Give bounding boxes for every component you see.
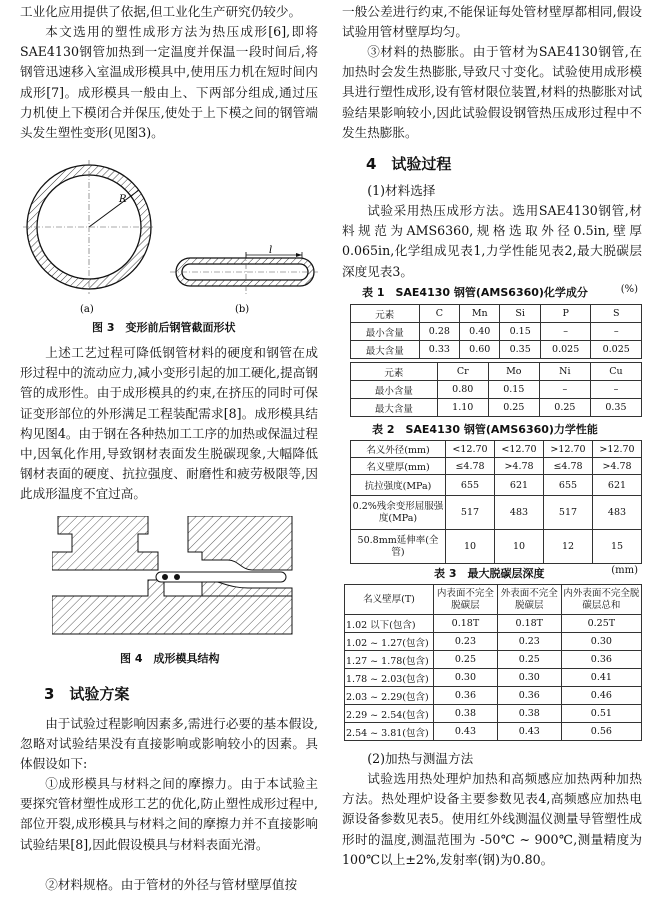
paragraph: ②材料规格。由于管材的外径与管材壁厚值按 <box>45 877 298 892</box>
table-cell: 0.36 <box>497 687 561 705</box>
table-cell: Cr <box>437 363 488 381</box>
table-cell: 0.40 <box>460 323 500 341</box>
table-cell: 最小含量 <box>351 381 438 399</box>
table-cell: – <box>591 323 642 341</box>
table-cell: 内表面不完全脱碳层 <box>434 585 498 615</box>
table-3-caption: 表 3 最大脱碳层深度 <box>434 567 545 580</box>
table-cell: 10 <box>495 530 544 564</box>
figure-3-caption: 图 3 变形前后钢管截面形状 <box>92 321 236 334</box>
table-cell: 最大含量 <box>351 399 438 417</box>
paragraph: 试验采用热压成形方法。选用SAE4130钢管,材料规范为AMS6360,规格选取外径0.5in,壁厚0.065in,化学组成见表1,力学性能见表2,最大脱碳层深度见表3。 <box>342 203 642 279</box>
table-row <box>351 530 642 564</box>
table-cell: 15 <box>593 530 642 564</box>
table-cell: 0.43 <box>434 723 498 741</box>
table-cell: Mn <box>460 305 500 323</box>
table-cell: 0.15 <box>500 323 540 341</box>
table-cell: 0.025 <box>540 341 591 359</box>
table-2 <box>350 440 642 564</box>
upper-die-right <box>188 516 292 570</box>
table-cell: 最小含量 <box>351 323 420 341</box>
table-cell: 10 <box>446 530 495 564</box>
table-3-unit: (mm) <box>611 565 638 576</box>
paragraph: 一般公差进行约束,不能保证每处管材壁厚都相同,假设试验用管材壁厚均匀。 <box>342 4 642 40</box>
radius-label: R <box>119 194 127 205</box>
table-cell: >12.70 <box>544 441 593 458</box>
table-cell: <12.70 <box>495 441 544 458</box>
table-cell: 2.29 ~ 2.54(包含) <box>345 705 434 723</box>
table-2-caption: 表 2 SAE4130 钢管(AMS6360)力学性能 <box>372 423 598 436</box>
table-cell: 0.36 <box>434 687 498 705</box>
table-cell: 0.36 <box>561 651 641 669</box>
table-cell: 0.25 <box>434 651 498 669</box>
table-row <box>351 399 642 417</box>
figure-4-forming-die <box>52 516 302 636</box>
table-cell: 0.18T <box>434 615 498 633</box>
table-cell: 0.33 <box>419 341 459 359</box>
section-4-heading: 4 试验过程 <box>366 155 452 173</box>
table-1-unit: (%) <box>620 284 638 295</box>
paragraph: 由于试验过程影响因素多,需进行必要的基本假设,忽略对试验结果没有直接影响或影响较小的因素。具体假设如下: <box>20 716 318 772</box>
table-row <box>351 441 642 458</box>
table-cell: ≤4.78 <box>446 458 495 475</box>
paragraph: ③材料的热膨胀。由于管材为SAE4130钢管,在加热时会发生热膨胀,导致尺寸变化。试验使用成形模具进行塑性成形,设有管材限位装置,材料的热膨胀对试验结果影响较小,因此试验假设钢管热压成形过程中不发生热膨胀。 <box>342 44 642 140</box>
table-cell: 0.2%残余变形屈服强度(MPa) <box>351 496 446 530</box>
table-3 <box>344 584 642 741</box>
paragraph: 本文选用的塑性成形方法为热压成形[6],即将SAE4130钢管加热到一定温度并保温一段时间后,将钢管迅速移入室温成形模具中,使用压力机在短时间内成形[7]。成形模具一般由上、下两部分组成,通过压力机使上下模闭合并保压,使处于上下模之间的钢管端头发生塑性变形(见图3)。 <box>20 24 318 141</box>
table-cell: 名义外径(mm) <box>351 441 446 458</box>
table-row <box>345 669 642 687</box>
table-cell: 2.03 ~ 2.29(包含) <box>345 687 434 705</box>
table-row <box>351 458 642 475</box>
table-cell: 0.35 <box>590 399 641 417</box>
table-row <box>351 496 642 530</box>
table-cell: 0.38 <box>434 705 498 723</box>
table-cell: P <box>540 305 591 323</box>
table-cell: 0.28 <box>419 323 459 341</box>
lower-die <box>52 580 292 634</box>
table-cell: S <box>591 305 642 323</box>
table-cell: 0.23 <box>434 633 498 651</box>
table-cell: 50.8mm延伸率(全管) <box>351 530 446 564</box>
table-cell: – <box>539 381 590 399</box>
table-cell: >12.70 <box>593 441 642 458</box>
table-cell: 0.25T <box>561 615 641 633</box>
table-1-caption: 表 1 SAE4130 钢管(AMS6360)化学成分 <box>362 286 588 299</box>
section-3-heading: 3 试验方案 <box>44 685 130 703</box>
table-row <box>351 323 642 341</box>
figure-4-caption: 图 4 成形模具结构 <box>120 652 220 665</box>
table-cell: 621 <box>593 475 642 496</box>
figure-3-tube-sections <box>20 152 318 317</box>
table-cell: 0.25 <box>539 399 590 417</box>
paragraph: 试验选用热处理炉加热和高频感应加热两种加热方法。热处理炉设备主要参数见表4,高频感应加热电源设备参数见表5。使用红外线测温仪测量导管塑性成形时的温度,测温范围为 -50℃ ~ 900℃,测量精度为100℃以上±2%,发射率(钢)为0.80。 <box>342 771 642 867</box>
table-row <box>345 633 642 651</box>
table-cell: 元素 <box>351 305 420 323</box>
table-row <box>351 381 642 399</box>
table-cell: Si <box>500 305 540 323</box>
table-cell: 0.25 <box>488 399 539 417</box>
table-cell: 1.78 ~ 2.03(包含) <box>345 669 434 687</box>
table-cell: >4.78 <box>495 458 544 475</box>
table-cell: 1.02 以下(包含) <box>345 615 434 633</box>
table-row <box>345 723 642 741</box>
tube-cross-section-after <box>170 252 318 294</box>
table-cell: >4.78 <box>593 458 642 475</box>
table-cell: 0.35 <box>500 341 540 359</box>
table-cell: 抗拉强度(MPa) <box>351 475 446 496</box>
table-row <box>345 585 642 615</box>
table-cell: 2.54 ~ 3.81(包含) <box>345 723 434 741</box>
table-cell: C <box>419 305 459 323</box>
table-cell: Mo <box>488 363 539 381</box>
table-row <box>345 651 642 669</box>
table-cell: 0.51 <box>561 705 641 723</box>
table-cell: <12.70 <box>446 441 495 458</box>
steel-tube <box>156 572 286 582</box>
table-1-continued <box>350 362 642 417</box>
table-cell: 1.02 ~ 1.27(包含) <box>345 633 434 651</box>
paragraph: 上述工艺过程可降低钢管材料的硬度和钢管在成形过程中的流动应力,减小变形引起的加工硬化,提高钢管的成形性。由于成形模具的约束,在挤压的同时可保证变形部位的外形满足工程装配需求[8]。成形模具结构见图4。由于钢在各种热加工工序的加热或保温过程中,因氧化作用,导致钢材表面发生脱碳现象,大幅降低钢材表面的硬度、抗拉强度、耐磨性和疲劳极限等,因此成形温度不宜过高。 <box>20 345 318 502</box>
table-cell: 0.30 <box>561 633 641 651</box>
table-cell: ≤4.78 <box>544 458 593 475</box>
table-cell: Cu <box>590 363 641 381</box>
length-label: l <box>269 245 273 256</box>
table-cell: Ni <box>539 363 590 381</box>
table-cell: 0.30 <box>497 669 561 687</box>
table-row <box>351 363 642 381</box>
fig3a-label: (a) <box>80 304 94 315</box>
table-cell: 483 <box>495 496 544 530</box>
table-cell: 元素 <box>351 363 438 381</box>
table-cell: 0.43 <box>497 723 561 741</box>
subheading: (1)材料选择 <box>367 183 436 198</box>
table-row <box>345 687 642 705</box>
tube-cross-section-before <box>20 152 160 302</box>
table-cell: 0.60 <box>460 341 500 359</box>
table-cell: 483 <box>593 496 642 530</box>
subheading: (2)加热与测温方法 <box>367 751 474 766</box>
table-cell: 0.38 <box>497 705 561 723</box>
fig3b-label: (b) <box>235 304 250 315</box>
table-cell: 517 <box>446 496 495 530</box>
table-cell: 内外表面不完全脱碳层总和 <box>561 585 641 615</box>
table-cell: 0.80 <box>437 381 488 399</box>
table-cell: 0.23 <box>497 633 561 651</box>
table-row <box>351 341 642 359</box>
table-row <box>345 705 642 723</box>
upper-die <box>52 516 158 570</box>
table-cell: 0.56 <box>561 723 641 741</box>
table-cell: 外表面不完全脱碳层 <box>497 585 561 615</box>
table-cell: 621 <box>495 475 544 496</box>
table-cell: 1.27 ~ 1.78(包含) <box>345 651 434 669</box>
table-cell: 1.10 <box>437 399 488 417</box>
table-row <box>351 305 642 323</box>
table-cell: 0.025 <box>591 341 642 359</box>
table-cell: – <box>540 323 591 341</box>
table-cell: – <box>590 381 641 399</box>
table-cell: 0.41 <box>561 669 641 687</box>
table-cell: 0.46 <box>561 687 641 705</box>
table-cell: 655 <box>544 475 593 496</box>
table-cell: 0.30 <box>434 669 498 687</box>
table-cell: 名义壁厚(T) <box>345 585 434 615</box>
table-cell: 0.18T <box>497 615 561 633</box>
paragraph: ①成形模具与材料之间的摩擦力。由于本试验主要探究管材塑性成形工艺的优化,防止塑性成形过程中,部位开裂,成形模具与材料之间的摩擦力并不直接影响试验结果[8],因此假设模具与材料表面光滑。 <box>20 776 318 852</box>
table-cell: 0.15 <box>488 381 539 399</box>
table-cell: 517 <box>544 496 593 530</box>
table-cell: 最大含量 <box>351 341 420 359</box>
table-row <box>351 475 642 496</box>
table-cell: 12 <box>544 530 593 564</box>
table-row <box>345 615 642 633</box>
table-cell: 655 <box>446 475 495 496</box>
table-cell: 名义壁厚(mm) <box>351 458 446 475</box>
table-cell: 0.25 <box>497 651 561 669</box>
table-1 <box>350 304 642 359</box>
paragraph: 工业化应用提供了依据,但工业化生产研究仍较少。 <box>20 4 302 19</box>
